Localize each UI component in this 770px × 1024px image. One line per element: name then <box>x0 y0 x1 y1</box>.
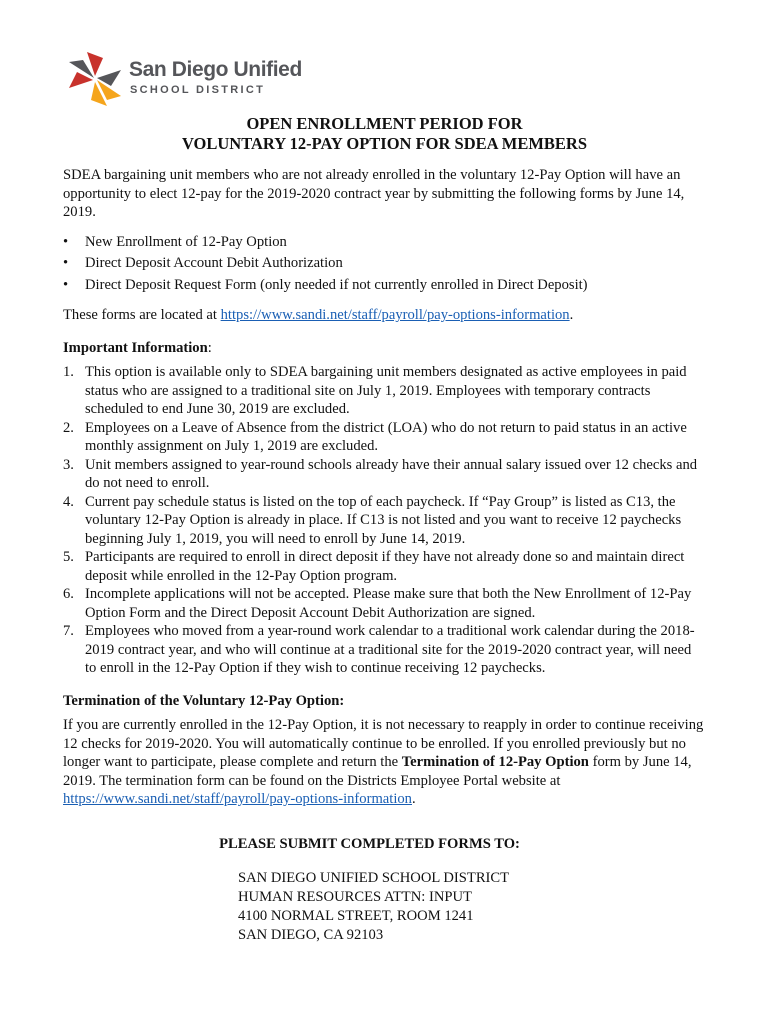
important-heading <box>63 339 706 358</box>
located-prefix: These forms are located at <box>63 307 221 323</box>
item-number: 1. <box>63 364 74 380</box>
item-number: 5. <box>63 549 74 565</box>
list-item <box>63 419 706 456</box>
termination-link[interactable]: https://www.sandi.net/staff/payroll/pay-options-information <box>63 791 412 807</box>
title-line-1: OPEN ENROLLMENT PERIOD FOR <box>246 114 523 133</box>
termination-heading: Termination of the Voluntary 12-Pay Option: <box>63 692 345 709</box>
item-text: Employees on a Leave of Absence from the district (LOA) who do not return to paid status in an active monthly assignment on July 1, 2019 are excluded. <box>85 419 687 454</box>
important-heading-text: Important Information <box>63 339 208 356</box>
list-item <box>63 622 706 678</box>
item-number: 4. <box>63 493 74 510</box>
address-line: HUMAN RESOURCES ATTN: INPUT <box>238 889 472 905</box>
termination-suffix: . <box>411 791 416 807</box>
logo-subtitle: SCHOOL DISTRICT <box>130 84 266 96</box>
page-title <box>63 114 706 154</box>
address-line: 4100 NORMAL STREET, ROOM 1241 <box>238 908 474 924</box>
list-item <box>63 585 706 622</box>
item-text: Unit members assigned to year-round schools already have their annual salary issued over 12 checks and do not need to enroll. <box>85 456 698 491</box>
item-number: 3. <box>63 456 74 473</box>
mailing-address <box>238 869 706 945</box>
item-text: Participants are required to enroll in direct deposit if they have not already done so and maintain direct deposit while enrolled in the 12-Pay Option program. <box>85 549 685 584</box>
forms-list <box>63 232 706 297</box>
list-item <box>63 493 706 549</box>
termination-text-1: If you are currently enrolled in the 12-Pay Option, it is not necessary to reapply in order to continue receiving 12 checks for 2019-2020. You will automatically continue to be enrolled. If you enrolled previously but no longer want to participate, please complete and return the <box>63 717 704 770</box>
located-suffix: . <box>569 307 574 323</box>
pay-options-link[interactable]: https://www.sandi.net/staff/payroll/pay-options-information <box>220 307 570 323</box>
submit-heading: PLEASE SUBMIT COMPLETED FORMS TO: <box>219 835 520 852</box>
forms-location-paragraph <box>63 306 706 325</box>
intro-paragraph: SDEA bargaining unit members who are not already enrolled in the voluntary 12-Pay Option will have an opportunity to elect 12-pay for the 2019-2020 contract year by submitting the following forms by June 14, 2019. <box>63 167 685 220</box>
item-number: 7. <box>63 623 74 639</box>
list-item: • Direct Deposit Request Form (only needed if not currently enrolled in Direct Deposit) <box>63 275 706 297</box>
item-number: 2. <box>63 419 74 436</box>
list-item: • New Enrollment of 12-Pay Option <box>63 232 706 254</box>
list-item <box>63 548 706 585</box>
termination-paragraph <box>63 716 706 809</box>
document-body <box>63 114 706 945</box>
address-line: SAN DIEGO UNIFIED SCHOOL DISTRICT <box>238 870 510 886</box>
item-text: Employees who moved from a year-round work calendar to a traditional work calendar during the 2018-2019 contract year, and who will continue at a traditional site for the 2019-2020 contract year, will need to enroll in the 12-Pay Option if they wish to continue receiving 12 paychecks. <box>85 623 695 676</box>
item-text: Incomplete applications will not be accepted. Please make sure that both the New Enrollment of 12-Pay Option Form and the Direct Deposit Account Debit Authorization are signed. <box>85 586 692 621</box>
list-item <box>63 363 706 419</box>
item-text: Current pay schedule status is listed on the top of each paycheck. If “Pay Group” is listed as C13, the voluntary 12-Pay Option is already in place. If C13 is not listed and you want to receive 12 paychecks beginning July 1, 2019, you will need to enroll by June 14, 2019. <box>85 493 682 547</box>
important-heading-colon: : <box>207 339 212 356</box>
address-line: SAN DIEGO, CA 92103 <box>238 927 384 943</box>
pinwheel-star-logo-icon <box>63 48 127 112</box>
list-item: • Direct Deposit Account Debit Authorization <box>63 253 706 275</box>
important-list <box>63 363 706 678</box>
item-text: This option is available only to SDEA bargaining unit members designated as active employees in paid status who are assigned to a traditional site on July 1, 2019. Employees with temporary contracts scheduled to end June 30, 2019 are excluded. <box>85 364 687 417</box>
title-line-2: VOLUNTARY 12-PAY OPTION FOR SDEA MEMBERS <box>181 134 588 153</box>
list-item <box>63 456 706 493</box>
termination-form-name: Termination of 12-Pay Option <box>401 754 589 770</box>
logo-name: San Diego Unified <box>129 58 302 81</box>
item-number: 6. <box>63 586 74 602</box>
district-logo <box>63 48 303 112</box>
termination-text-2: form by June 14, 2019. The termination form can be found on the Districts Employee Portal website at <box>63 754 692 789</box>
